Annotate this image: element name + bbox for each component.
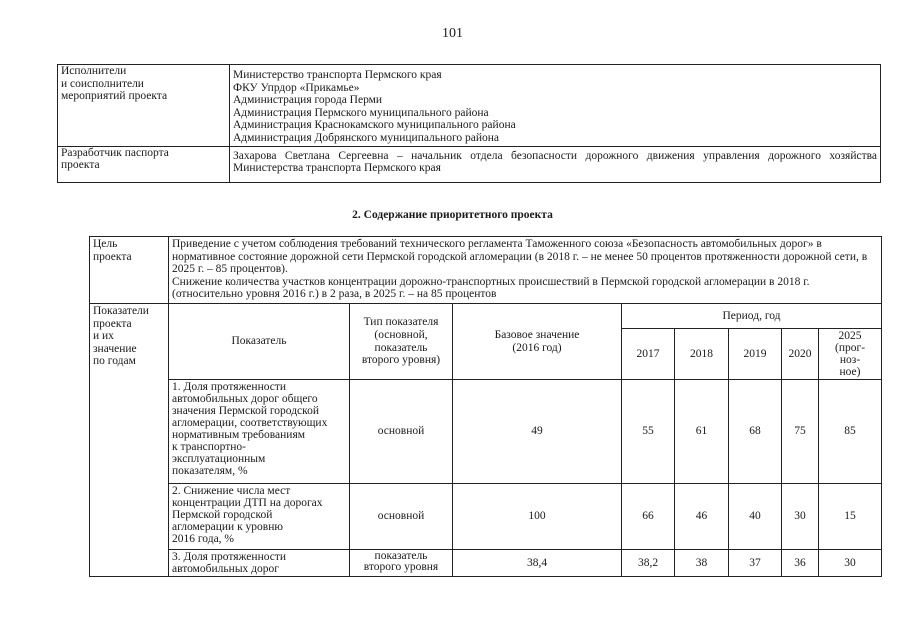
label-line: и их: [93, 330, 114, 343]
table-row: [90, 380, 882, 484]
name-line: автомобильных дорог общего: [172, 393, 318, 405]
name-line: эксплуатационным: [172, 453, 266, 465]
goal-paragraph: Приведение с учетом соблюдения требований технического регламента Таможенного союза «Безопасность автомобильных дорог» в нормативное состояние дорожной сети Пермской городской агломерации (в 2018 г. – не менее 50 процентов протяженности дорожной сети, в 2025 г. – 85 процентов).: [172, 238, 868, 276]
executor-item: Администрация Пермского муниципального района: [233, 106, 489, 119]
header-line: ноз-: [839, 354, 861, 366]
goal-row: [90, 237, 882, 304]
header-line: Базовое значение: [494, 328, 580, 341]
header-indicator: Показатель: [169, 304, 350, 380]
developer-row: [58, 146, 881, 182]
base-value: 100: [453, 484, 622, 550]
table-row: [90, 550, 882, 577]
goal-label: [90, 237, 169, 304]
header-row-1: [90, 304, 882, 329]
label-line: проекта: [93, 317, 132, 330]
label-line: Показатели: [93, 305, 149, 317]
header-year-forecast: [819, 329, 882, 380]
executor-item: Администрация города Перми: [233, 94, 383, 107]
header-type: [350, 304, 453, 380]
header-period: Период, год: [622, 304, 882, 329]
executor-item: Администрация Добрянского муниципального района: [233, 131, 500, 144]
executor-item: Министерство транспорта Пермского края: [233, 69, 442, 81]
page-number: 101: [442, 26, 463, 41]
year-value: 75: [782, 380, 819, 484]
header-year: 2018: [675, 329, 729, 380]
type-line: второго уровня: [363, 561, 439, 573]
developer-label: [58, 146, 230, 182]
year-value: 38: [675, 550, 729, 577]
label-line: Разработчик паспорта: [61, 146, 169, 159]
header-line: 2025: [838, 330, 862, 342]
executors-label: [58, 65, 230, 147]
label-line: мероприятий проекта: [61, 90, 168, 103]
name-line: к транспортно-: [172, 441, 247, 453]
header-year: 2017: [622, 329, 675, 380]
name-line: концентрации ДТП на дорогах: [172, 497, 323, 509]
label-line: Цель: [93, 238, 118, 250]
executors-list: [230, 65, 881, 147]
passport-table: [57, 64, 881, 183]
header-year: 2020: [782, 329, 819, 380]
table-row: [90, 484, 882, 550]
year-value: 30: [819, 550, 882, 577]
year-value: 38,2: [622, 550, 675, 577]
indicator-name: [169, 550, 350, 577]
year-value: 61: [675, 380, 729, 484]
indicator-name: [169, 380, 350, 484]
name-line: 2. Снижение числа мест: [172, 485, 291, 497]
header-line: показатель: [374, 341, 428, 354]
indicator-type: основной: [350, 484, 453, 550]
header-line: (основной,: [374, 328, 428, 341]
year-value: 37: [729, 550, 782, 577]
executor-item: Администрация Краснокамского муниципального района: [233, 119, 516, 132]
year-value: 36: [782, 550, 819, 577]
section-title: 2. Содержание приоритетного проекта: [352, 209, 553, 221]
executor-item: ФКУ Упрдор «Прикамье»: [233, 81, 360, 94]
name-line: показателям, %: [172, 465, 248, 477]
developer-value: Захарова Светлана Сергеевна – начальник отдела безопасности дорожного движения управления дорожного хозяйства Министерства транспорта Пермского края: [230, 146, 881, 182]
year-value: 15: [819, 484, 882, 550]
year-value: 46: [675, 484, 729, 550]
header-line: Тип показателя: [363, 316, 439, 329]
label-line: Исполнители: [61, 65, 127, 77]
content-table: [89, 236, 882, 577]
header-line: ное): [839, 366, 861, 378]
base-value: 38,4: [453, 550, 622, 577]
name-line: значения Пермской городской: [172, 405, 320, 417]
name-line: агломерации, соответствующих: [172, 417, 328, 429]
executors-row: [58, 65, 881, 147]
year-value: 66: [622, 484, 675, 550]
header-line: (2016 год): [512, 341, 562, 354]
label-line: по годам: [93, 355, 136, 368]
name-line: 3. Доля протяженности: [172, 551, 287, 563]
name-line: нормативным требованиям: [172, 429, 306, 441]
header-line: (прог-: [835, 342, 866, 354]
indicator-type: [350, 550, 453, 577]
goal-paragraph: Снижение количества участков концентрации дорожно-транспортных происшествий в Пермской городской агломерации в 2018 г. (относительно уровня 2016 г.) в 2 раза, в 2025 г. – на 85 процентов: [172, 275, 810, 301]
label-line: проекта: [93, 250, 132, 263]
name-line: 2016 года, %: [172, 533, 235, 545]
header-base: [453, 304, 622, 380]
name-line: автомобильных дорог: [172, 563, 279, 575]
year-value: 68: [729, 380, 782, 484]
base-value: 49: [453, 380, 622, 484]
indicator-type: основной: [350, 380, 453, 484]
name-line: агломерации к уровню: [172, 521, 283, 533]
indicator-name: [169, 484, 350, 550]
type-line: показатель: [374, 550, 428, 562]
year-value: 55: [622, 380, 675, 484]
header-line: второго уровня): [361, 354, 441, 367]
label-line: и соисполнители: [61, 77, 144, 90]
year-value: 40: [729, 484, 782, 550]
label-line: проекта: [61, 159, 100, 172]
goal-text: [169, 237, 882, 304]
indicators-label: [90, 304, 169, 577]
name-line: 1. Доля протяженности: [172, 381, 287, 393]
header-year: 2019: [729, 329, 782, 380]
year-value: 30: [782, 484, 819, 550]
label-line: значение: [93, 342, 137, 355]
year-value: 85: [819, 380, 882, 484]
name-line: Пермской городской: [172, 509, 273, 521]
